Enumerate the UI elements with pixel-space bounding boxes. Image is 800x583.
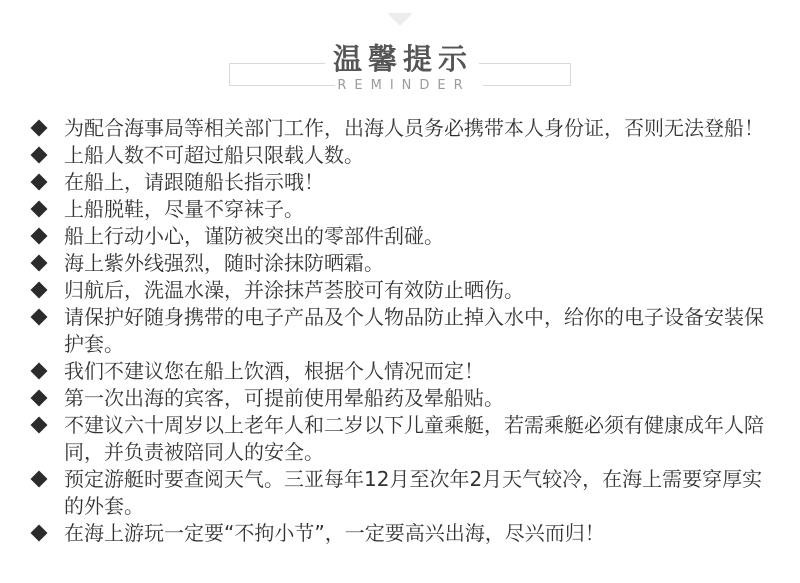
reminder-text: 我们不建议您在船上饮酒，根据个人情况而定！ xyxy=(64,359,484,383)
reminder-item xyxy=(30,466,767,520)
reminder-item xyxy=(30,250,767,277)
diamond-bullet-icon xyxy=(31,201,48,218)
reminder-item xyxy=(30,223,767,250)
reminder-text: 在海上游玩一定要“不拘小节”，一定要高兴出海，尽兴而归！ xyxy=(64,521,605,545)
diamond-bullet-icon xyxy=(31,282,48,299)
reminder-item xyxy=(30,196,767,223)
diamond-bullet-icon xyxy=(31,525,48,542)
reminder-text: 为配合海事局等相关部门工作，出海人员务必携带本人身份证，否则无法登船！ xyxy=(64,116,764,140)
diamond-bullet-icon xyxy=(31,255,48,272)
reminder-text: 船上行动小心，谨防被突出的零部件刮碰。 xyxy=(64,224,444,248)
page-title: 温馨提示 xyxy=(332,42,473,76)
reminder-item xyxy=(30,412,767,466)
reminder-text: 在船上，请跟随船长指示哦！ xyxy=(64,170,324,194)
header-collapse-area xyxy=(0,0,800,26)
reminder-text: 归航后，洗温水澡，并涂抹芦荟胶可有效防止晒伤。 xyxy=(64,278,524,302)
reminder-text: 上船脱鞋，尽量不穿袜子。 xyxy=(64,197,304,221)
page-header xyxy=(229,41,571,101)
page-subtitle: REMINDER xyxy=(337,78,471,93)
diamond-bullet-icon xyxy=(31,174,48,191)
diamond-bullet-icon xyxy=(31,309,48,326)
reminder-item xyxy=(30,358,767,385)
reminder-text: 预定游艇时要查阅天气。三亚每年12月至次年2月天气较冷，在海上需要穿厚实的外套。 xyxy=(64,467,763,518)
reminder-item xyxy=(30,169,767,196)
diamond-bullet-icon xyxy=(31,147,48,164)
reminder-text: 请保护好随身携带的电子产品及个人物品防止掉入水中，给你的电子设备安装保护套。 xyxy=(64,305,764,356)
reminder-item xyxy=(30,304,767,358)
diamond-bullet-icon xyxy=(31,471,48,488)
reminder-item xyxy=(30,520,767,547)
diamond-bullet-icon xyxy=(31,417,48,434)
diamond-bullet-icon xyxy=(31,228,48,245)
reminder-item xyxy=(30,142,767,169)
reminder-text: 海上紫外线强烈，随时涂抹防晒霜。 xyxy=(64,251,384,275)
diamond-bullet-icon xyxy=(31,390,48,407)
reminder-text: 第一次出海的宾客，可提前使用晕船药及晕船贴。 xyxy=(64,386,504,410)
triangle-down-icon xyxy=(387,13,413,26)
reminder-item xyxy=(30,115,767,142)
reminder-list xyxy=(30,115,767,547)
reminder-item xyxy=(30,277,767,304)
reminder-text: 上船人数不可超过船只限载人数。 xyxy=(64,143,364,167)
reminder-text: 不建议六十周岁以上老年人和二岁以下儿童乘艇，若需乘艇必须有健康成年人陪同，并负责被陪同人的安全。 xyxy=(64,413,764,464)
reminder-item xyxy=(30,385,767,412)
diamond-bullet-icon xyxy=(31,363,48,380)
diamond-bullet-icon xyxy=(31,120,48,137)
